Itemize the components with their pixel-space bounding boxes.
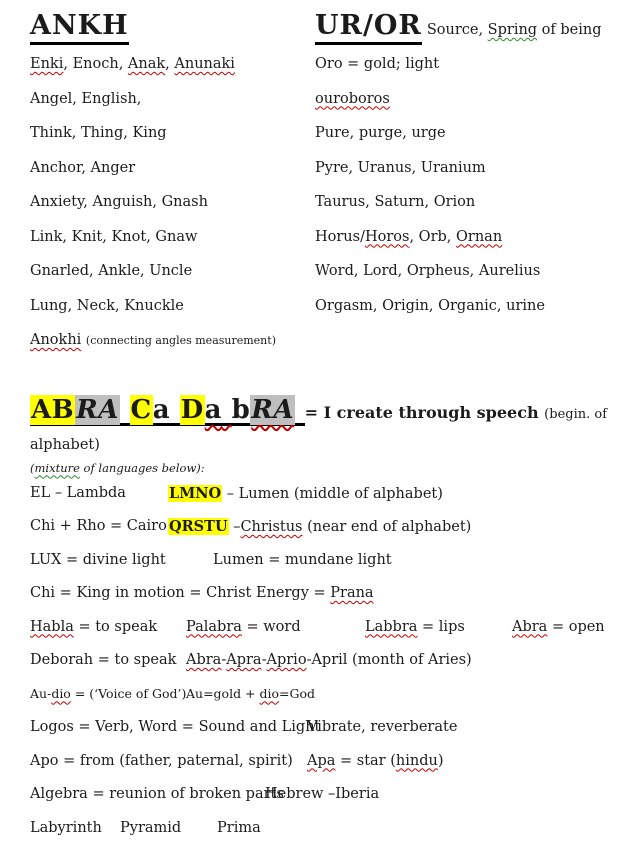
text-segment: Oro = gold; light: [315, 56, 440, 72]
text-segment: EL – Lambda: [30, 484, 126, 501]
text-segment: a: [204, 394, 223, 425]
text-line: [315, 91, 638, 112]
abra-heading-line: [30, 395, 638, 433]
abra-heading: [30, 394, 305, 426]
abra-section: [30, 395, 638, 841]
text-segment: alphabet): [30, 436, 100, 453]
text-segment: Deborah = to speak: [30, 652, 177, 668]
top-columns: [30, 10, 638, 367]
text-segment: =God: [279, 685, 316, 701]
text-segment: Anokhi: [30, 332, 82, 348]
text-line: [30, 56, 315, 77]
row-cell: [186, 619, 301, 635]
text-segment: dio: [51, 685, 71, 701]
row-cell: [30, 485, 126, 501]
text-row: [30, 619, 638, 640]
text-segment: [295, 395, 305, 425]
row-cell: [30, 619, 157, 635]
text-segment: Link, Knit, Knot, Gnaw: [30, 228, 198, 245]
column-uror-subtitle: [427, 22, 602, 38]
text-segment: (begin. of: [544, 406, 608, 422]
text-segment: Pyramid: [120, 819, 182, 836]
column-ankh-title: [30, 10, 315, 44]
text-segment: Horos: [364, 228, 410, 245]
text-segment: b: [231, 394, 251, 425]
highlight-lmno: LMNO: [169, 484, 222, 502]
text-segment: Palabra: [186, 618, 242, 635]
text-segment: Enki: [30, 56, 64, 72]
highlight-c: C: [130, 394, 152, 425]
row-cell: [265, 786, 379, 802]
text-segment: Horus/: [315, 228, 365, 245]
row-cell: [307, 719, 457, 735]
text-segment: Orgasm, Origin, Organic, urine: [315, 297, 545, 314]
text-segment: Aprio: [266, 652, 307, 668]
text-line: [315, 229, 638, 250]
row-cell: [168, 518, 471, 535]
text-segment: Taurus, Saturn, Orion: [315, 194, 476, 210]
text-segment: = (‘Voice of God’): [70, 685, 187, 701]
text-segment: Apra: [226, 652, 262, 668]
text-row: [30, 753, 638, 774]
text-line: [315, 194, 638, 215]
text-segment: = to speak: [73, 618, 158, 635]
row-cell: [30, 585, 374, 601]
text-segment: –: [228, 519, 241, 535]
text-segment: Word, Lord, Orpheus, Aurelius: [315, 263, 541, 279]
row-cell: [30, 820, 102, 836]
text-segment: Chi + Rho = Cairo: [30, 518, 167, 534]
abra-rows: [30, 485, 638, 841]
row-cell: [168, 485, 443, 502]
text-segment: a: [152, 394, 171, 425]
text-segment: Apo = from (father, paternal, spirit): [30, 752, 293, 769]
row-cell: [213, 552, 392, 568]
column-uror-lines: [315, 56, 638, 319]
text-segment: Chi = King in motion = Christ Energy =: [30, 585, 331, 601]
text-segment: -April (month of Aries): [306, 652, 472, 668]
text-segment: Logos = Verb, Word = Sound and Light: [30, 719, 321, 735]
text-line: [315, 56, 638, 77]
row-cell: [30, 652, 176, 668]
highlight-d: D: [180, 394, 204, 425]
highlight-qrstu: QRSTU: [169, 518, 228, 535]
text-segment: (connecting angles measurement): [85, 334, 276, 347]
text-segment: Abra: [512, 618, 548, 635]
text-segment: Au-: [30, 685, 52, 701]
row-cell: [217, 820, 261, 836]
highlight-ra-1: RA: [76, 394, 119, 425]
row-cell: [365, 619, 465, 635]
text-line: [30, 437, 638, 457]
text-segment: dio: [259, 685, 280, 701]
abra-heading-tail: [305, 403, 607, 422]
text-segment: [222, 395, 232, 425]
text-segment: LUX = divine light: [30, 551, 166, 568]
row-cell: [307, 753, 444, 769]
text-line: [30, 194, 315, 215]
text-segment: Lung, Neck, Knuckle: [30, 297, 184, 314]
column-uror-title-text: UR/OR: [315, 10, 422, 45]
text-segment: of being: [537, 22, 602, 38]
text-segment: Hebrew –Iberia: [265, 786, 380, 802]
text-line: [30, 332, 315, 353]
column-uror-title: [315, 10, 638, 44]
row-cell: [120, 820, 181, 836]
text-segment: ,: [165, 56, 175, 72]
text-segment: – Lumen (middle of alphabet): [222, 485, 443, 502]
text-segment: Habla: [30, 618, 74, 635]
text-segment: Anchor, Anger: [30, 159, 136, 176]
text-line: [315, 125, 638, 146]
row-cell: [30, 518, 167, 534]
text-row: [30, 719, 638, 740]
text-line: [30, 229, 315, 250]
text-segment: = star (: [335, 752, 396, 769]
text-segment: hindu: [395, 752, 438, 769]
text-segment: Gnarled, Ankle, Uncle: [30, 263, 193, 279]
text-line: [30, 263, 315, 284]
text-segment: Lumen = mundane light: [213, 551, 392, 568]
text-segment: Anunaki: [174, 56, 235, 72]
text-segment: mixture: [34, 460, 80, 475]
text-line: [315, 160, 638, 181]
column-uror: [315, 10, 638, 367]
text-segment: Algebra = reunion of broken parts: [30, 786, 284, 802]
text-segment: (: [30, 460, 35, 475]
row-cell: [30, 786, 284, 802]
text-segment: = lips: [417, 618, 465, 635]
row-cell: [30, 719, 320, 735]
text-segment: Pure, purge, urge: [315, 125, 446, 141]
text-segment: Vibrate, reverberate: [307, 719, 458, 735]
text-row: [30, 585, 638, 606]
text-segment: Anak: [127, 56, 166, 72]
text-segment: Prima: [217, 819, 261, 836]
text-segment: Christus: [240, 519, 303, 535]
text-segment: Prana: [330, 585, 374, 601]
text-line: [30, 457, 638, 473]
text-segment: (near end of alphabet): [302, 519, 472, 535]
text-segment: Ornan: [456, 228, 503, 245]
text-segment: = I create through speech: [304, 402, 545, 422]
text-line: [315, 263, 638, 284]
highlight-ra-2: RA: [251, 394, 295, 425]
text-segment: of languages below):: [79, 460, 205, 475]
row-cell: [30, 753, 293, 769]
text-segment: = open: [547, 618, 605, 635]
text-segment: [170, 395, 180, 425]
text-line: [30, 160, 315, 181]
text-row: [30, 485, 638, 506]
highlight-ab: AB: [31, 394, 75, 425]
text-segment: ): [437, 752, 444, 769]
text-row: [30, 652, 638, 673]
column-ankh: [30, 10, 315, 367]
text-segment: Labbra: [365, 618, 418, 635]
column-ankh-title-text: ANKH: [30, 10, 129, 45]
text-row: [30, 552, 638, 573]
text-segment: Anxiety, Anguish, Gnash: [30, 194, 208, 210]
text-line: [315, 298, 638, 319]
text-segment: , Orb,: [409, 228, 457, 245]
row-cell: [30, 686, 186, 702]
abra-sublines: [30, 437, 638, 473]
text-segment: -: [221, 652, 227, 668]
text-row: [30, 518, 638, 539]
text-segment: Pyre, Uranus, Uranium: [315, 159, 486, 176]
row-cell: [30, 552, 166, 568]
row-cell: [186, 686, 315, 702]
text-segment: -: [261, 652, 267, 668]
text-segment: ouroboros: [315, 90, 390, 107]
text-segment: Apa: [307, 752, 336, 769]
row-cell: [186, 652, 472, 668]
text-row: [30, 786, 638, 807]
column-ankh-lines: [30, 56, 315, 353]
text-segment: Abra: [186, 652, 222, 668]
row-cell: [512, 619, 605, 635]
text-segment: Think, Thing, King: [30, 125, 167, 141]
text-row: [30, 820, 638, 841]
text-segment: [120, 395, 130, 425]
text-segment: , Enoch,: [63, 56, 128, 72]
text-line: [30, 298, 315, 319]
text-segment: Source,: [426, 22, 488, 38]
text-segment: Au=gold +: [186, 685, 260, 701]
text-segment: Spring: [487, 22, 538, 38]
text-line: [30, 91, 315, 112]
text-segment: = word: [241, 618, 301, 635]
text-segment: Angel, English,: [30, 90, 142, 107]
text-row: [30, 686, 638, 707]
text-segment: Labyrinth: [30, 819, 102, 836]
document-content: [30, 10, 638, 853]
text-line: [30, 125, 315, 146]
